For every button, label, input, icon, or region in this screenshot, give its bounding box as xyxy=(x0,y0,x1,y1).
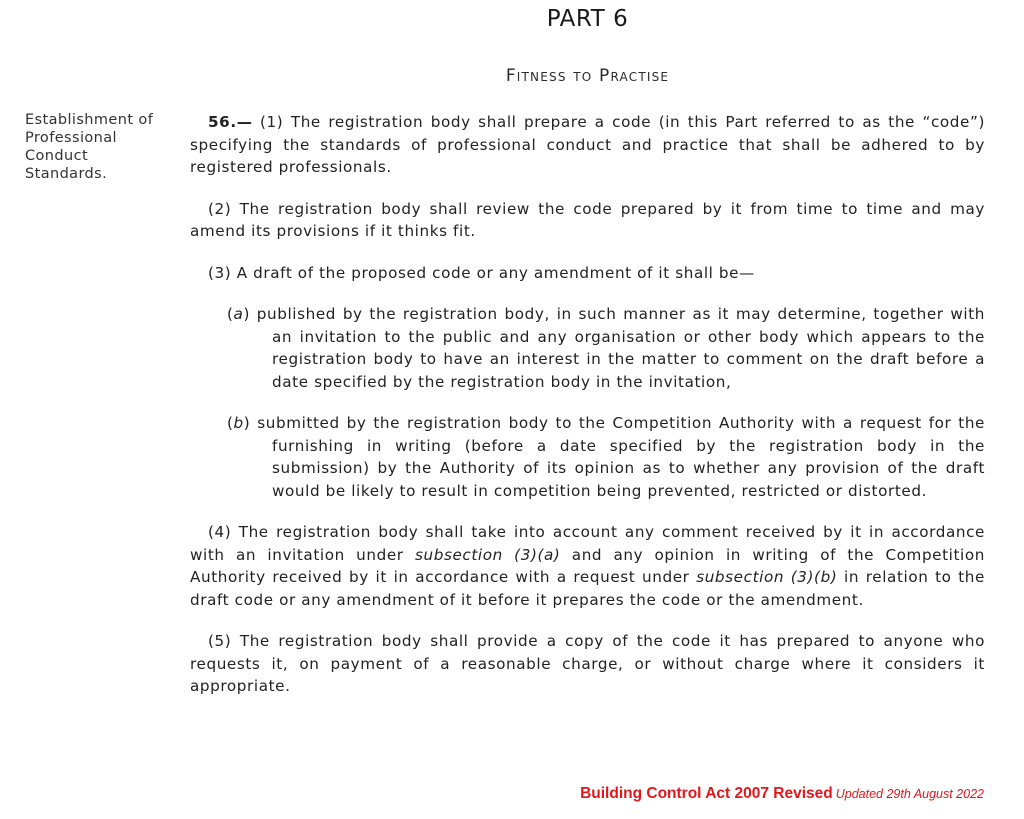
subsection-reference: subsection (3)(b) xyxy=(696,568,838,586)
subsection-4-text-a: (4) The registration body shall take into account any comment received by it in accordance with an invitation under xyxy=(190,523,985,564)
footer-note xyxy=(580,785,984,803)
subsection-reference: subsection (3)(a) xyxy=(414,545,561,564)
margin-note xyxy=(25,111,175,183)
margin-note-line: Conduct xyxy=(25,148,89,164)
paragraph-3b-text: submitted by the registration body to the Competition Authority with a request for the furnishing in writing (before a date specified by the registration body in the submission) by the Authority of its opinion as to whether any provision of the draft would be likely to result in competition being prevented, restricted or distorted. xyxy=(257,414,985,500)
paragraph-3b: (b) submitted by the registration body to the Competition Authority with a request for the furnishing in writing (before a date specified by the registration body in the submission) by the Authority of its opinion as to whether any provision of the draft would be likely to result in competition being prevented, restricted or distorted. xyxy=(227,414,985,500)
subsection-1 xyxy=(190,111,985,179)
paragraph-3a-label: a xyxy=(233,305,244,323)
margin-note-line: Professional xyxy=(25,130,117,146)
subsection-5: (5) The registration body shall provide a copy of the code it has prepared to anyone who requests it, on payment of a reasonable charge, or without charge where it considers it appropriate. xyxy=(190,632,985,695)
subsection-2: (2) The registration body shall review the code prepared by it from time to time and may amend its provisions if it thinks fit. xyxy=(190,199,985,240)
act-title: Building Control Act 2007 Revised xyxy=(580,785,833,802)
paragraph-3b-label: b xyxy=(233,414,244,432)
margin-note-line: Establishment of xyxy=(25,112,154,128)
section-title: Fitness to Practise xyxy=(505,66,670,86)
updated-date: Updated 29th August 2022 xyxy=(835,787,984,801)
part-heading: PART 6 xyxy=(546,6,629,32)
subsection-1-text: (1) The registration body shall prepare a code (in this Part referred to as the “code”) specifying the standards of professional conduct and practice that shall be adhered to by registered professionals. xyxy=(190,113,985,176)
subsection-4-text-c: in relation to the draft code or any amendment of it before it prepares the code or the amendment. xyxy=(190,568,985,609)
section-body xyxy=(190,111,985,717)
subsection-4 xyxy=(190,521,985,611)
paragraph-3a-text: published by the registration body, in such manner as it may determine, together with an invitation to the public and any organisation or other body which appears to the registration body to have an interest in the matter to comment on the draft before a date specified by the registration body in the invitation, xyxy=(256,305,986,391)
paragraph-3a: (a) published by the registration body, in such manner as it may determine, together with an invitation to the public and any organisation or other body which appears to the registration body to have an interest in the matter to comment on the draft before a date specified by the registration body in the invitation, xyxy=(227,305,986,391)
subsection-3: (3) A draft of the proposed code or any amendment of it shall be— xyxy=(208,263,755,282)
subsection-4-text-b: and any opinion in writing of the Competition Authority received by it in accordance with a request under xyxy=(190,545,985,586)
margin-note-line: Standards. xyxy=(25,166,108,182)
section-number: 56.— xyxy=(208,113,253,131)
